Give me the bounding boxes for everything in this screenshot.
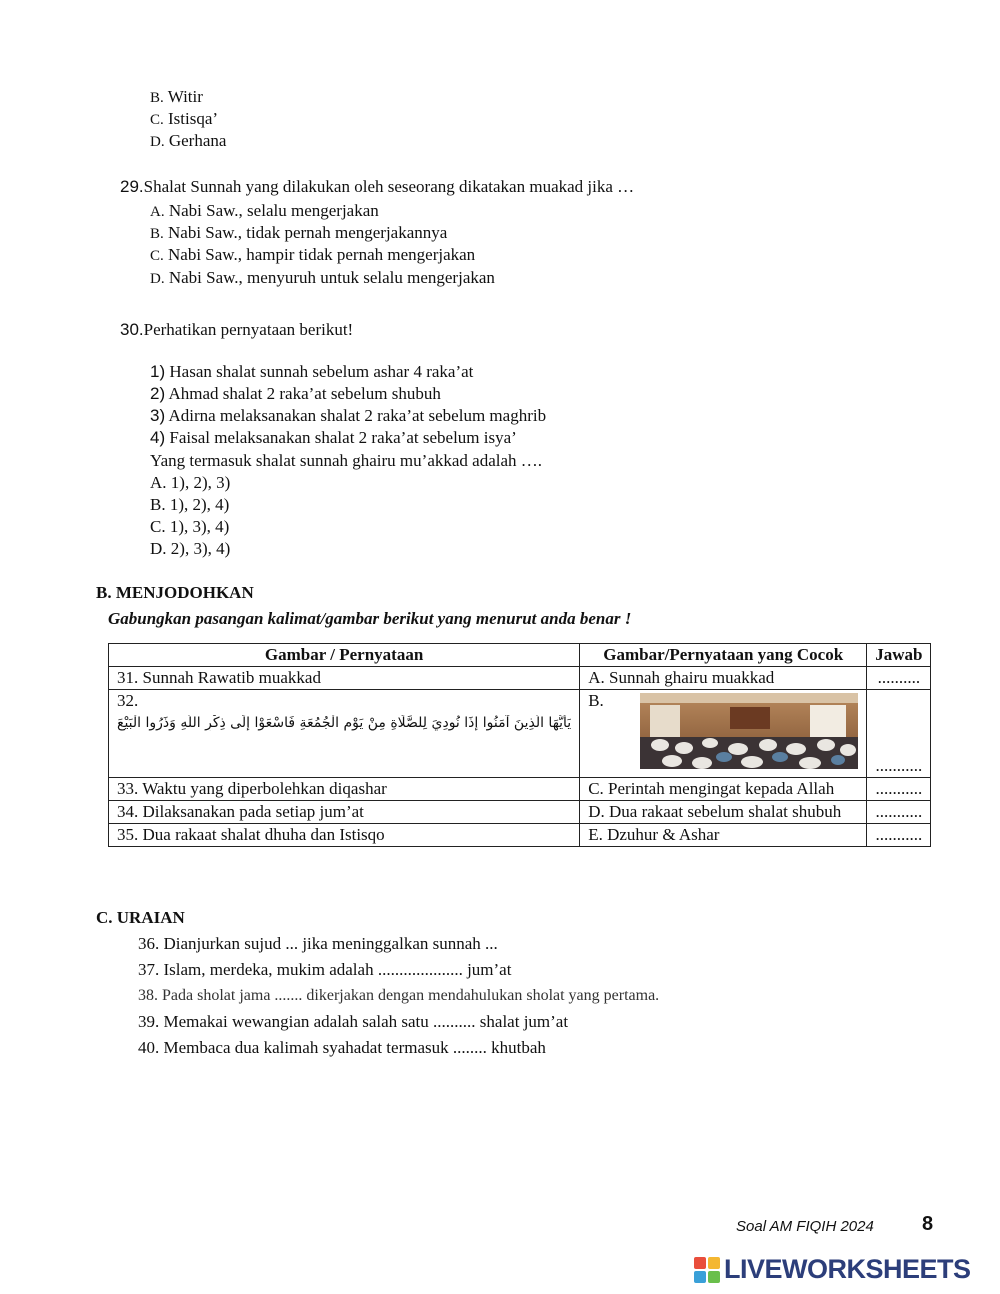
question-30: [120, 320, 353, 340]
mosque-congregation-photo: [640, 693, 858, 769]
q30-statement-1: 1) Hasan shalat sunnah sebelum ashar 4 raka’at: [150, 362, 474, 381]
row-32-label-right: B.: [588, 691, 604, 710]
q29-option-d: D. Nabi Saw., menyuruh untuk selalu mengerjakan: [150, 268, 495, 287]
row-33-left: 33. Waktu yang diperbolehkan diqashar: [109, 778, 580, 801]
answer-33-field[interactable]: ...........: [867, 778, 931, 801]
essay-item-37: 37. Islam, merdeka, mukim adalah .................... jum’at: [138, 960, 512, 979]
section-b-title: B. MENJODOHKAN: [96, 583, 254, 602]
table-row: [109, 801, 931, 824]
answer-32-field[interactable]: ...........: [867, 690, 931, 778]
q29-option-c: C. Nabi Saw., hampir tidak pernah mengerjakan: [150, 245, 476, 264]
header-statement: Gambar / Pernyataan: [109, 644, 580, 667]
essay-item-36: 36. Dianjurkan sujud ... jika meninggalkan sunnah ...: [138, 934, 498, 953]
row-34-left: 34. Dilaksanakan pada setiap jum’at: [109, 801, 580, 824]
page-number: 8: [922, 1213, 934, 1235]
question-29: [120, 177, 634, 197]
answer-35-field[interactable]: ...........: [867, 824, 931, 847]
q30-statement-3: 3) Adirna melaksanakan shalat 2 raka’at sebelum maghrib: [150, 406, 547, 425]
q30-option-b: B. 1), 2), 4): [150, 495, 230, 514]
footer-subject: Soal AM FIQIH 2024: [736, 1218, 874, 1235]
liveworksheets-icon: [694, 1257, 720, 1283]
essay-item-39: 39. Memakai wewangian adalah salah satu .......... shalat jum’at: [138, 1012, 569, 1031]
matching-table: [108, 643, 931, 847]
row-32-left: [109, 690, 580, 778]
essay-item-40: 40. Membaca dua kalimah syahadat termasuk ........ khutbah: [138, 1038, 546, 1057]
liveworksheets-brand: LIVEWORKSHEETS: [724, 1254, 971, 1284]
table-row: [109, 824, 931, 847]
row-31-left: 31. Sunnah Rawatib muakkad: [109, 667, 580, 690]
section-b-instruction: Gabungkan pasangan kalimat/gambar berikut yang menurut anda benar !: [108, 609, 632, 628]
q29-option-b: B. Nabi Saw., tidak pernah mengerjakannya: [150, 223, 448, 242]
q30-prompt: Yang termasuk shalat sunnah ghairu mu’akkad adalah ….: [150, 451, 543, 470]
question-text: Shalat Sunnah yang dilakukan oleh seseorang dikatakan muakad jika …: [143, 177, 635, 196]
row-32-right: [580, 690, 867, 778]
row-31-right: A. Sunnah ghairu muakkad: [580, 667, 867, 690]
row-34-right: D. Dua rakaat sebelum shalat shubuh: [580, 801, 867, 824]
row-35-left: 35. Dua rakaat shalat dhuha dan Istisqo: [109, 824, 580, 847]
table-row: [109, 778, 931, 801]
row-33-right: C. Perintah mengingat kepada Allah: [580, 778, 867, 801]
question-number: 29.: [120, 177, 144, 196]
question-text: Perhatikan pernyataan berikut!: [143, 320, 354, 339]
q30-statement-2: 2) Ahmad shalat 2 raka’at sebelum shubuh: [150, 384, 441, 403]
arabic-verse-image: يَأَيُّهَا الَّذِينَ آمَنُوا إِذَا نُودِيَ لِلصَّلَاةِ مِنْ يَوْمِ الْجُمُعَةِ فَاسْعَوْا إِلَى ذِكْرِ اللَّهِ وَذَرُوا الْبَيْعَ: [117, 715, 572, 731]
q28-option-c: C. Istisqa’: [150, 109, 219, 128]
q30-option-d: D. 2), 3), 4): [150, 539, 231, 558]
q30-option-c: C. 1), 3), 4): [150, 517, 230, 536]
liveworksheets-logo[interactable]: [694, 1254, 971, 1285]
question-number: 30.: [120, 320, 144, 339]
row-35-right: E. Dzuhur & Ashar: [580, 824, 867, 847]
row-32-label: 32.: [117, 691, 139, 710]
table-row: [109, 690, 931, 778]
q30-option-a: A. 1), 2), 3): [150, 473, 231, 492]
essay-item-38: 38. Pada sholat jama ....... dikerjakan dengan mendahulukan sholat yang pertama.: [138, 987, 660, 1004]
table-row: [109, 667, 931, 690]
q30-statement-4: 4) Faisal melaksanakan shalat 2 raka’at sebelum isya’: [150, 428, 517, 447]
q28-option-d: D. Gerhana: [150, 131, 227, 150]
header-answer: Jawab: [867, 644, 931, 667]
answer-31-field[interactable]: ..........: [867, 667, 931, 690]
section-c-title: C. URAIAN: [96, 908, 185, 927]
table-header-row: [109, 644, 931, 667]
answer-34-field[interactable]: ...........: [867, 801, 931, 824]
q29-option-a: A. Nabi Saw., selalu mengerjakan: [150, 201, 379, 220]
header-match: Gambar/Pernyataan yang Cocok: [580, 644, 867, 667]
q28-option-b: B. Witir: [150, 87, 203, 106]
